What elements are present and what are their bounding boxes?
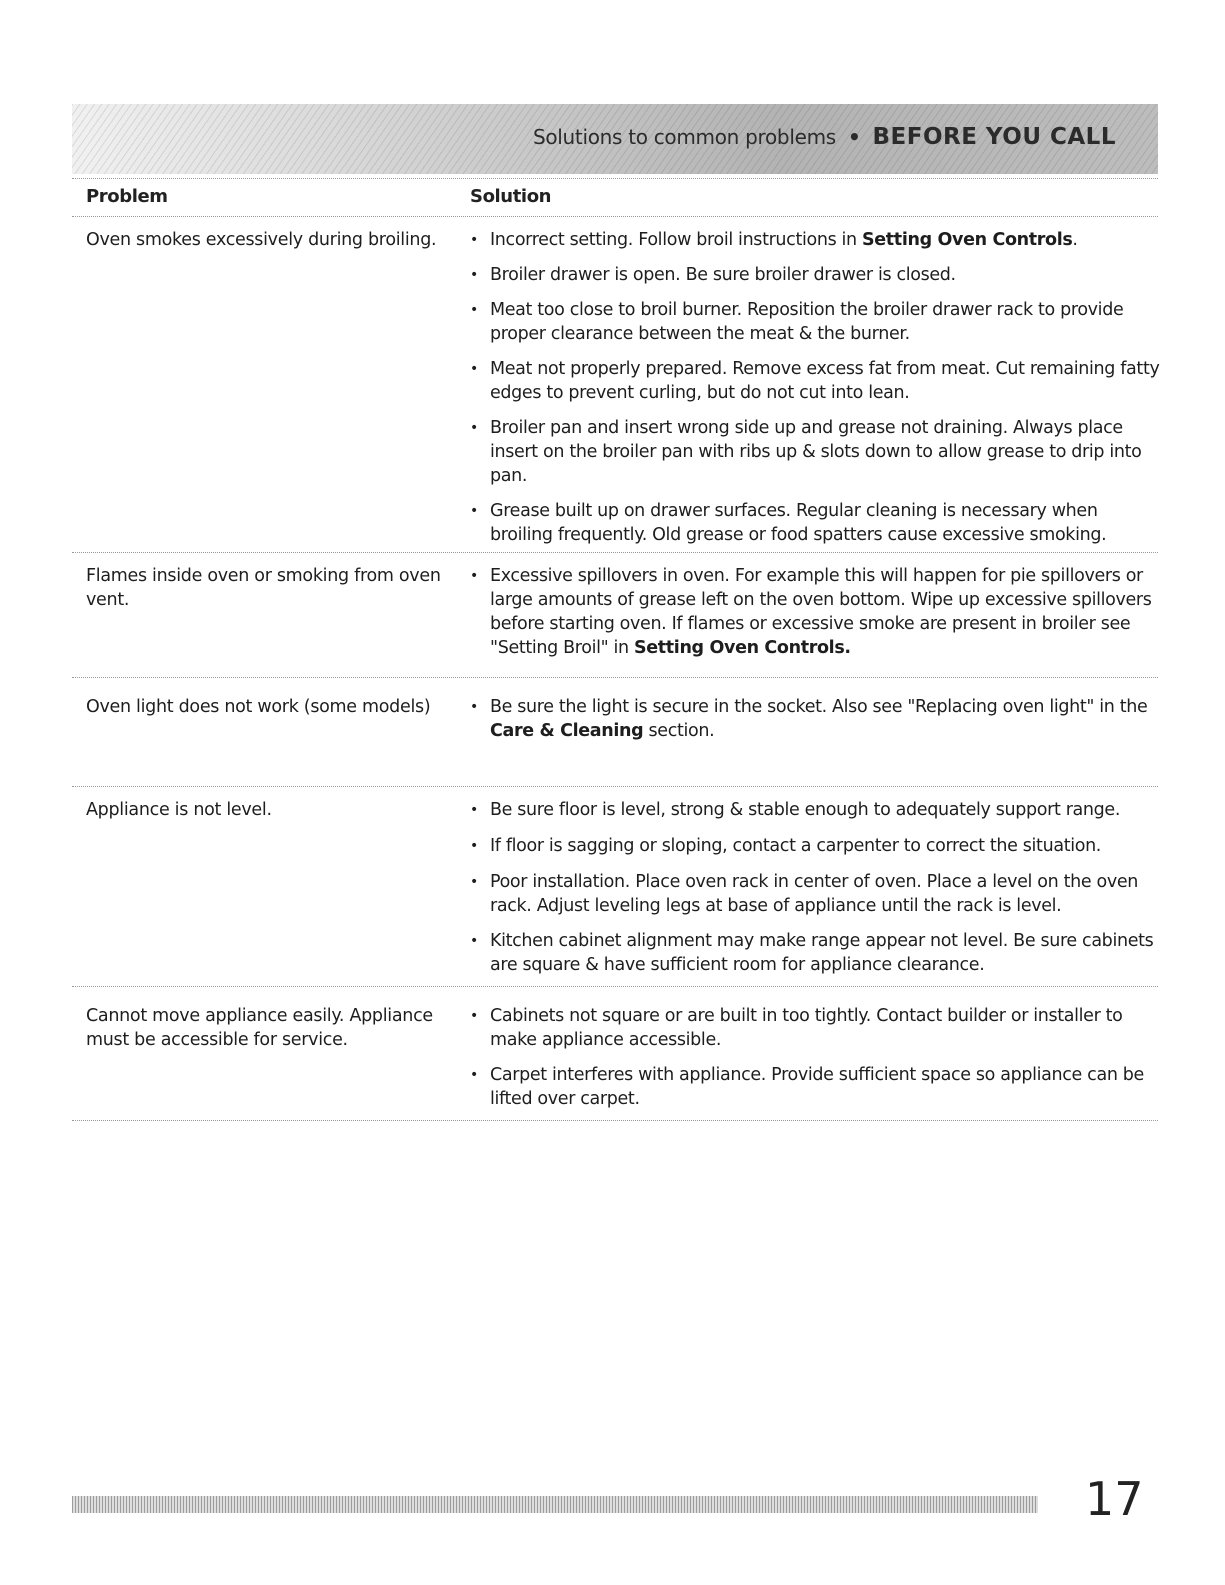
solution-item: • Meat too close to broil burner. Reposition the broiler drawer rack to provide proper clearance between the meat & the burner. [470,300,1124,344]
row-divider [72,1120,1158,1121]
problem-cell: Oven light does not work (some models) [86,697,431,717]
bullet-icon: • [470,802,478,818]
bullet-icon: • [470,420,478,436]
bullet-icon: • [470,361,478,377]
bullet-icon: • [470,874,478,890]
solution-item: • Poor installation. Place oven rack in center of oven. Place a level on the oven rack. Adjust leveling legs at base of appliance until the rack is level. [470,872,1138,916]
solution-item: • Carpet interferes with appliance. Provide sufficient space so appliance can be lifted over carpet. [470,1065,1144,1109]
bullet-icon: • [470,267,478,283]
page-number: 17 [1085,1472,1144,1526]
problem-cell: Appliance is not level. [86,800,272,820]
problem-cell: Oven smokes excessively during broiling. [86,230,437,250]
bullet-icon: • [470,302,478,318]
solution-item: • Broiler drawer is open. Be sure broiler drawer is closed. [470,265,956,285]
row-divider [72,552,1158,553]
row-divider [72,677,1158,678]
solution-item: • Meat not properly prepared. Remove excess fat from meat. Cut remaining fatty edges to prevent curling, but do not cut into lean. [470,359,1160,403]
column-header-solution: Solution [470,186,552,207]
banner-subtitle: Solutions to common problems [532,125,836,149]
bullet-icon: • [470,568,478,584]
solution-item: • Cabinets not square or are built in too tightly. Contact builder or installer to make appliance accessible. [470,1006,1123,1050]
header-top-rule [72,178,1158,179]
solution-item: • If floor is sagging or sloping, contact a carpenter to correct the situation. [470,836,1102,856]
bullet-icon: • [470,699,478,715]
bullet-icon: • [470,232,478,248]
banner-separator: • [847,125,861,149]
column-header-problem: Problem [86,186,168,207]
problem-cell: Cannot move appliance easily. Appliance must be accessible for service. [86,1006,433,1050]
solution-item: • Grease built up on drawer surfaces. Regular cleaning is necessary when broiling frequently. Old grease or food spatters cause excessive smoking. [470,501,1107,545]
footer-bar [72,1496,1038,1513]
banner-heading [533,124,1116,150]
bullet-icon: • [470,503,478,519]
banner-title: BEFORE YOU CALL [872,124,1116,150]
solution-item: • Incorrect setting. Follow broil instructions in Setting Oven Controls. [470,230,1078,250]
solution-item: • Be sure the light is secure in the socket. Also see "Replacing oven light" in the Care & Cleaning section. [470,697,1148,741]
bullet-icon: • [470,1067,478,1083]
bullet-icon: • [470,1008,478,1024]
header-bottom-rule [72,216,1158,217]
problem-cell: Flames inside oven or smoking from oven vent. [86,566,441,610]
bullet-icon: • [470,933,478,949]
header-banner [72,104,1158,174]
solution-item: • Kitchen cabinet alignment may make range appear not level. Be sure cabinets are square & have sufficient room for appliance clearance. [470,931,1154,975]
solution-item: • Be sure floor is level, strong & stable enough to adequately support range. [470,800,1121,820]
row-divider [72,786,1158,787]
solution-item: • Broiler pan and insert wrong side up and grease not draining. Always place insert on the broiler pan with ribs up & slots down to allow grease to drip into pan. [470,418,1142,486]
solution-item: • Excessive spillovers in oven. For example this will happen for pie spillovers or large amounts of grease left on the oven bottom. Wipe up excessive spillovers before starting oven. If flames or excessive smoke are present in broiler see "Setting Broil" in Setting Oven Controls. [470,566,1152,658]
bullet-icon: • [470,838,478,854]
row-divider [72,986,1158,987]
